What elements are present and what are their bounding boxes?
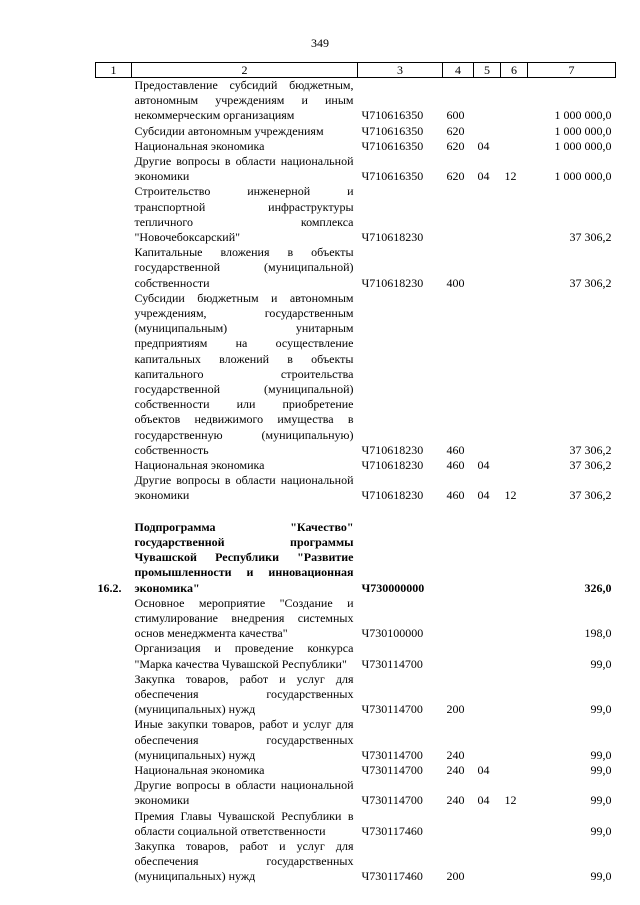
row-description: Закупка товаров, работ и услуг для обеспечения государственных (муниципальных) нужд [134, 671, 354, 717]
row-target-code: Ч710616350 [361, 108, 424, 123]
spacer-cell [443, 504, 474, 520]
row-description: Строительство инженерной и транспортной инфраструктуры тепличного комплекса "Новочебоксарский" [134, 184, 354, 245]
row-number [96, 458, 132, 473]
table-row [96, 78, 616, 124]
row-number [96, 641, 132, 671]
row-target-code: Ч710618230 [361, 442, 424, 457]
table-row [96, 641, 616, 671]
spacer-cell [474, 504, 501, 520]
row-expense-type [443, 596, 474, 642]
header-cell: 1 [96, 63, 132, 78]
row-subsection [501, 839, 528, 885]
row-section [474, 839, 501, 885]
row-expense-type [443, 809, 474, 839]
row-expense-type [443, 641, 474, 671]
row-section [474, 809, 501, 839]
row-target-code: Ч730117460 [361, 823, 423, 838]
row-amount: 37 306,2 [569, 442, 612, 457]
row-description: Премия Главы Чувашской Республики в области социальной ответственности [134, 808, 354, 838]
row-number [96, 124, 132, 139]
header-cell: 6 [501, 63, 528, 78]
row-number [96, 154, 132, 184]
row-target-code: Ч710618230 [361, 230, 424, 245]
row-subsection: 12 [504, 488, 517, 503]
header-cell: 5 [474, 63, 501, 78]
row-section [474, 78, 501, 124]
row-expense-type: 200 [446, 869, 465, 884]
row-number [96, 78, 132, 124]
row-amount: 99,0 [590, 823, 612, 838]
header-cell: 7 [528, 63, 616, 78]
row-amount: 99,0 [590, 747, 612, 762]
row-section: 04 [477, 458, 490, 473]
row-section: 04 [477, 488, 490, 503]
row-number [96, 839, 132, 885]
table-row [96, 717, 616, 763]
row-description: Организация и проведение конкурса "Марка качества Чувашской Республики" [134, 641, 354, 671]
row-number: 16.2. [97, 580, 122, 595]
row-subsection [501, 596, 528, 642]
row-amount: 37 306,2 [569, 230, 612, 245]
row-section [474, 520, 501, 596]
header-cell: 3 [358, 63, 443, 78]
row-expense-type: 620 [446, 169, 465, 184]
row-amount: 1 000 000,0 [554, 108, 612, 123]
row-expense-type: 240 [446, 762, 465, 777]
row-number [96, 245, 132, 291]
row-description: Субсидии автономным учреждениям [134, 123, 324, 138]
budget-table [95, 62, 616, 885]
row-subsection [501, 809, 528, 839]
table-row [96, 154, 616, 184]
row-expense-type: 620 [446, 138, 465, 153]
row-description: Субсидии бюджетным и автономным учреждениям, государственным (муниципальным) унитарным предприятиям на осуществление капитальных вложений в объекты капитального строительства государственной (муниципальной) собственности или приобретение объектов недвижимого имущества в государственную (муниципальную) собственность [134, 290, 354, 457]
table-row [96, 184, 616, 245]
table-row [96, 809, 616, 839]
row-amount: 198,0 [584, 626, 612, 641]
row-target-code: Ч730114700 [361, 702, 423, 717]
table-header-row [96, 63, 616, 78]
row-number [96, 139, 132, 154]
page-number: 349 [311, 36, 329, 50]
table-row [96, 124, 616, 139]
row-section: 04 [477, 138, 490, 153]
row-expense-type: 400 [446, 275, 465, 290]
table-row [96, 139, 616, 154]
row-subsection [501, 139, 528, 154]
row-amount: 37 306,2 [569, 458, 612, 473]
row-description: Капитальные вложения в объекты государственной (муниципальной) собственности [134, 245, 354, 290]
row-target-code: Ч710618230 [361, 275, 424, 290]
row-description: Национальная экономика [134, 138, 265, 153]
row-section [474, 245, 501, 291]
row-amount: 1 000 000,0 [554, 169, 612, 184]
row-expense-type: 460 [446, 458, 465, 473]
row-expense-type: 240 [446, 747, 465, 762]
row-description: Другие вопросы в области национальной экономики [134, 778, 354, 808]
row-number [96, 672, 132, 718]
row-number [96, 291, 132, 458]
row-section: 04 [477, 169, 490, 184]
row-description: Другие вопросы в области национальной экономики [134, 154, 354, 184]
spacer-cell [96, 504, 132, 520]
table-row [96, 520, 616, 596]
table-row [96, 291, 616, 458]
row-description: Предоставление субсидий бюджетным, автономным учреждениям и иным некоммерческим организациям [134, 78, 354, 123]
row-target-code: Ч710618230 [361, 488, 424, 503]
table-body [96, 78, 616, 885]
spacer-cell [358, 504, 443, 520]
row-expense-type: 460 [446, 488, 465, 503]
spacer-cell [528, 504, 616, 520]
row-section [474, 184, 501, 245]
table-row [96, 473, 616, 503]
row-number [96, 809, 132, 839]
row-subsection [501, 124, 528, 139]
row-target-code: Ч730000000 [361, 580, 425, 595]
row-expense-type: 620 [446, 123, 465, 138]
row-number [96, 778, 132, 808]
row-section [474, 124, 501, 139]
row-amount: 37 306,2 [569, 275, 612, 290]
table-row [96, 839, 616, 885]
row-description: Основное мероприятие "Создание и стимулирование внедрения системных основ менеджмента качества" [134, 595, 354, 641]
row-target-code: Ч730100000 [361, 626, 424, 641]
row-description: Иные закупки товаров, работ и услуг для обеспечения государственных (муниципальных) нужд [134, 717, 354, 762]
row-number [96, 184, 132, 245]
row-number [96, 763, 132, 778]
row-target-code: Ч710616350 [361, 138, 424, 153]
table-row [96, 763, 616, 778]
row-subsection [501, 672, 528, 718]
row-expense-type: 460 [446, 442, 465, 457]
table-row [96, 458, 616, 473]
table-row [96, 245, 616, 291]
row-target-code: Ч710616350 [361, 169, 424, 184]
row-subsection [501, 520, 528, 596]
row-description: Подпрограмма "Качество" государственной программы Чувашской Республики "Развитие промышленности и инновационная экономика" [134, 519, 354, 595]
header-cell: 2 [132, 63, 358, 78]
row-amount: 1 000 000,0 [554, 123, 612, 138]
row-amount: 99,0 [590, 656, 612, 671]
row-expense-type [443, 520, 474, 596]
row-section [474, 672, 501, 718]
row-subsection [501, 717, 528, 763]
row-target-code: Ч730114700 [361, 793, 423, 808]
row-number [96, 473, 132, 503]
row-target-code: Ч730117460 [361, 869, 423, 884]
row-section [474, 596, 501, 642]
spacer-cell [501, 504, 528, 520]
table-row [96, 596, 616, 642]
row-subsection [501, 641, 528, 671]
row-subsection: 12 [504, 793, 517, 808]
row-expense-type: 600 [446, 108, 465, 123]
row-target-code: Ч730114700 [361, 747, 423, 762]
row-subsection: 12 [504, 169, 517, 184]
row-target-code: Ч710618230 [361, 458, 424, 473]
row-expense-type: 240 [446, 793, 465, 808]
row-subsection [501, 245, 528, 291]
row-amount: 99,0 [590, 762, 612, 777]
row-description: Национальная экономика [134, 458, 265, 473]
row-target-code: Ч710616350 [361, 123, 424, 138]
spacer-row [96, 504, 616, 520]
row-number [96, 717, 132, 763]
row-subsection [501, 458, 528, 473]
row-number [96, 596, 132, 642]
row-amount: 99,0 [590, 702, 612, 717]
row-section [474, 641, 501, 671]
row-description: Закупка товаров, работ и услуг для обеспечения государственных (муниципальных) нужд [134, 838, 354, 884]
row-subsection [501, 184, 528, 245]
row-target-code: Ч730114700 [361, 656, 423, 671]
row-description: Национальная экономика [134, 762, 265, 777]
row-description: Другие вопросы в области национальной экономики [134, 473, 354, 503]
table-row [96, 778, 616, 808]
row-amount: 99,0 [590, 869, 612, 884]
row-section [474, 717, 501, 763]
row-amount: 1 000 000,0 [554, 138, 612, 153]
row-target-code: Ч730114700 [361, 762, 423, 777]
row-subsection [501, 763, 528, 778]
row-expense-type [443, 184, 474, 245]
header-cell: 4 [443, 63, 474, 78]
row-subsection [501, 78, 528, 124]
row-section [474, 291, 501, 458]
row-amount: 99,0 [590, 793, 612, 808]
row-section: 04 [477, 762, 490, 777]
row-amount: 37 306,2 [569, 488, 612, 503]
row-subsection [501, 291, 528, 458]
row-amount: 326,0 [584, 580, 612, 595]
spacer-cell [132, 504, 358, 520]
row-section: 04 [477, 793, 490, 808]
table-row [96, 672, 616, 718]
row-expense-type: 200 [446, 702, 465, 717]
